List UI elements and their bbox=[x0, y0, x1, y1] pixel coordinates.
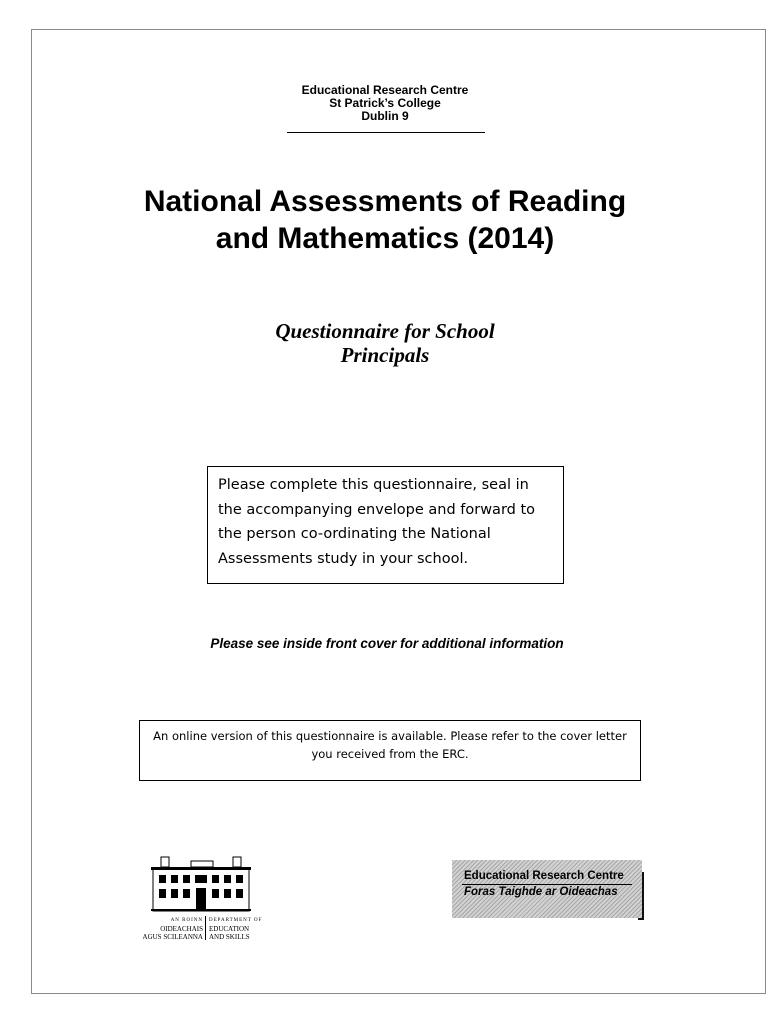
irish-line-1: AN ROINN bbox=[170, 918, 203, 923]
building-icon bbox=[151, 855, 251, 913]
department-english-name bbox=[209, 917, 273, 941]
questionnaire-subtitle bbox=[0, 319, 770, 367]
institution-name: Educational Research Centre bbox=[301, 83, 469, 97]
erc-logo-english: Educational Research Centre bbox=[462, 869, 632, 885]
english-line-3: AND SKILLS bbox=[209, 933, 250, 941]
instruction-line-3: the person co-ordinating the National bbox=[218, 526, 491, 542]
online-version-box bbox=[139, 720, 641, 781]
online-line-2: you received from the ERC. bbox=[311, 747, 469, 761]
title-line-2: and Mathematics (2014) bbox=[215, 222, 555, 255]
subtitle-line-2: Principals bbox=[340, 343, 430, 367]
institution-header bbox=[0, 84, 770, 123]
subtitle-line-1: Questionnaire for School bbox=[275, 319, 495, 343]
online-line-1: An online version of this questionnaire is available. Please refer to the cover letter bbox=[153, 729, 627, 743]
instruction-line-2: the accompanying envelope and forward to bbox=[218, 501, 536, 518]
title-line-1: National Assessments of Reading bbox=[143, 185, 627, 218]
college-name: St Patrick’s College bbox=[329, 96, 441, 110]
erc-logo bbox=[452, 860, 642, 918]
english-line-2: EDUCATION bbox=[209, 925, 250, 933]
irish-line-3: AGUS SCILEANNA bbox=[142, 933, 203, 941]
inside-cover-note: Please see inside front cover for additional information bbox=[210, 636, 564, 651]
department-logo bbox=[141, 855, 271, 940]
irish-line-2: OIDEACHAIS bbox=[160, 925, 203, 933]
instruction-box bbox=[207, 466, 564, 584]
header-divider bbox=[287, 132, 485, 133]
page-title bbox=[0, 183, 770, 257]
english-line-1: DEPARTMENT OF bbox=[209, 918, 263, 923]
instruction-line-1: Please complete this questionnaire, seal in bbox=[218, 477, 529, 493]
instruction-line-4: Assessments study in your school. bbox=[218, 550, 469, 567]
city-name: Dublin 9 bbox=[361, 109, 409, 123]
department-irish-name bbox=[141, 917, 203, 941]
erc-logo-irish: Foras Taighde ar Oideachas bbox=[464, 886, 618, 898]
department-logo-divider bbox=[205, 916, 206, 940]
